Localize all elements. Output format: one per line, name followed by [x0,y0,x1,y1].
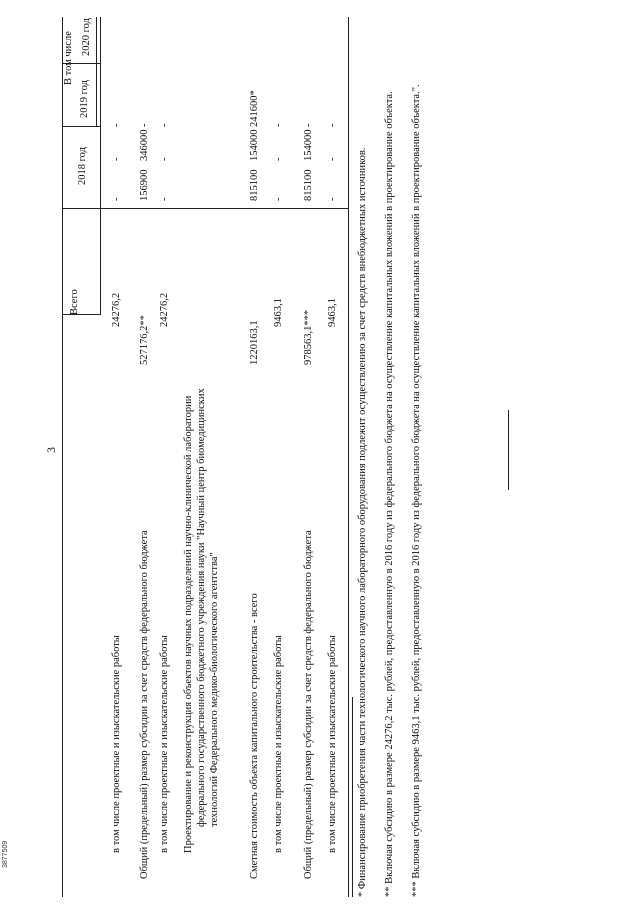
header-year-2019: 2019 год [79,80,90,118]
row-2020: - [111,123,122,127]
header-bottom-rule [100,17,101,315]
row-2018: - [327,197,338,201]
header-year-2020: 2020 год [81,18,92,56]
row-label: Общий (предельный) размер субсидии за счет средств федерального бюджета [303,530,314,879]
table-bottom-border [348,17,349,897]
row-2019: 346000 [139,129,150,161]
row-total: 9463,1 [327,298,338,327]
row-total: 9463,1 [273,298,284,327]
row-2018: - [111,197,122,201]
row-2020: 241600* [249,90,260,127]
page-number: 3 [44,447,58,453]
row-total: 24276,2 [111,292,122,327]
row-label: Общий (предельный) размер субсидии за счет средств федерального бюджета [139,530,150,879]
header-year-2018: 2018 год [77,147,88,185]
row-2018: 815100 [303,169,314,201]
row-label: в том числе проектные и изыскательские работы [273,635,284,853]
row-2019: 154000 [303,129,314,161]
year-divider-1 [62,126,100,127]
row-label: в том числе проектные и изыскательские работы [327,635,338,853]
row-total: 978563,1*** [303,309,314,365]
row-label: Сметная стоимость объекта капитального строительства - всего [249,593,260,879]
row-2019: - [327,157,338,161]
row-2018: 815100 [249,169,260,201]
row-2018: - [273,197,284,201]
row-label-project: Проектирование и реконструкция объектов научных подразделений научно-клинической лаборатории федерального государственного бюджетного учреждения науки "Научный центр биомедицинских технологий Федерального медико-биологического агентства" [183,388,220,853]
row-2018: - [159,197,170,201]
table-top-border [62,17,63,897]
row-2020: - [303,123,314,127]
including-rule [96,17,97,127]
row-label: в том числе проектные и изыскательские работы [159,635,170,853]
row-2020: - [159,123,170,127]
footnote-2: ** Включая субсидию в размере 24276,2 тыс. рублей, предоставленную в 2016 году из федерального бюджета на осуществление капитальных вложений в проектирование объекта. [384,91,395,897]
footnote-rule [352,697,353,897]
row-2019: - [111,157,122,161]
year-columns-border [62,208,348,209]
row-total: 527176,2** [139,315,150,365]
row-2020: - [273,123,284,127]
header-including: В том числе [63,31,74,85]
row-label: в том числе проектные и изыскательские работы [111,635,122,853]
center-rule [508,410,509,490]
row-2020: - [139,123,150,127]
row-2019: 154000 [249,129,260,161]
footnote-3: *** Включая субсидию в размере 9463,1 тыс. рублей, предоставленную в 2016 году из федерального бюджета на осуществление капитальных вложений в проектирование объекта.". [411,84,422,897]
row-2019: - [273,157,284,161]
row-total: 24276,2 [159,292,170,327]
row-2020: - [327,123,338,127]
row-total: 1220163,1 [249,320,260,365]
document-id: 3877509 [2,840,9,868]
row-2019: - [159,157,170,161]
footnote-1: * Финансирование приобретения части технологического научного лабораторного оборудования подлежит осуществлению за счет средств внебюджетных источников. [357,147,368,897]
row-2018: 156900 [139,169,150,201]
header-total: Всего [69,289,80,315]
